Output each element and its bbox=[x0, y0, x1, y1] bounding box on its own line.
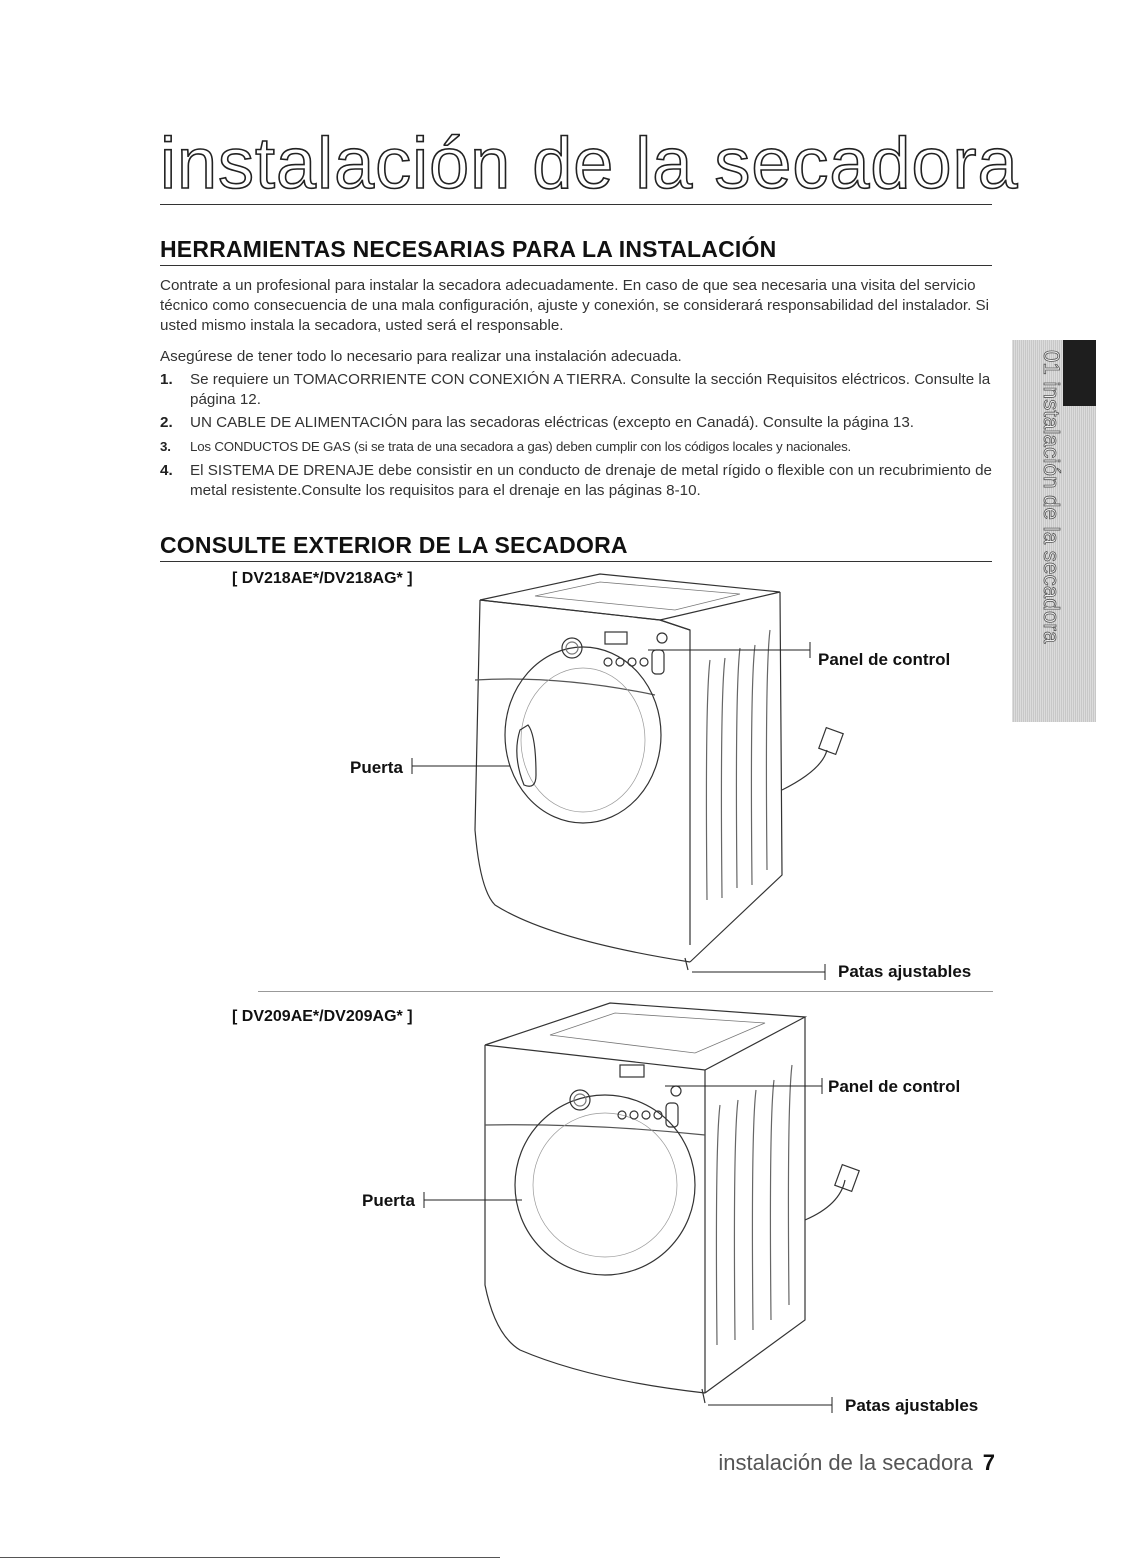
dryer-1-feet-label: Patas ajustables bbox=[838, 962, 972, 981]
dryer-2-door-label: Puerta bbox=[362, 1191, 415, 1210]
bottom-rule bbox=[0, 1557, 500, 1558]
tools-heading: HERRAMIENTAS NECESARIAS PARA LA INSTALACIÓN bbox=[160, 236, 992, 266]
side-tab-label: 01 instalación de la secadora bbox=[1039, 350, 1064, 644]
dryer-1-model: [ DV218AE*/DV218AG* ] bbox=[232, 570, 413, 587]
tools-intro-2: Asegúrese de tener todo lo necesario para realizar una instalación adecuada. bbox=[160, 348, 682, 365]
dryer-1-door-label: Puerta bbox=[350, 758, 403, 777]
side-tab bbox=[1012, 340, 1096, 722]
list-item: 3. Los CONDUCTOS DE GAS (si se trata de una secadora a gas) deben cumplir con los códigos locales y nacionales. bbox=[160, 439, 852, 454]
page-title: instalación de la secadora bbox=[160, 124, 1019, 204]
list-item: 2. UN CABLE DE ALIMENTACIÓN para las secadoras eléctricas (excepto en Canadá). Consulte la página 13. bbox=[160, 414, 915, 431]
list-item: 4. El SISTEMA DE DRENAJE debe consistir en un conducto de drenaje de metal rígido o flexible con un recubrimiento de metal resistente.Consulte los requisitos para el drenaje en las páginas 8-10. bbox=[160, 462, 992, 499]
dryer-2-feet-label: Patas ajustables bbox=[845, 1396, 979, 1415]
list-item: 1. Se requiere un TOMACORRIENTE CON CONEXIÓN A TIERRA. Consulte la sección Requisitos eléctricos. Consulte la página 12. bbox=[160, 371, 991, 408]
divider bbox=[258, 991, 993, 992]
page-footer bbox=[718, 1450, 995, 1476]
dryer-1-control-panel-label: Panel de control bbox=[818, 650, 951, 669]
dryer-2-control-panel-label: Panel de control bbox=[828, 1077, 961, 1096]
page-number: 7 bbox=[982, 1450, 995, 1475]
side-tab-marker bbox=[1063, 340, 1096, 406]
dryer-2-model: [ DV209AE*/DV209AG* ] bbox=[232, 1008, 413, 1025]
footer-text: instalación de la secadora bbox=[718, 1450, 973, 1475]
tools-intro: Contrate a un profesional para instalar la secadora adecuadamente. En caso de que sea necesaria una visita del servicio técnico como consecuencia de una mala configuración, ajuste y conexión, se considerará responsabilidad del instalador. Si usted mismo instala la secadora, usted será el responsable. bbox=[160, 277, 990, 334]
exterior-heading: CONSULTE EXTERIOR DE LA SECADORA bbox=[160, 532, 992, 562]
requirements-list bbox=[160, 370, 1000, 501]
